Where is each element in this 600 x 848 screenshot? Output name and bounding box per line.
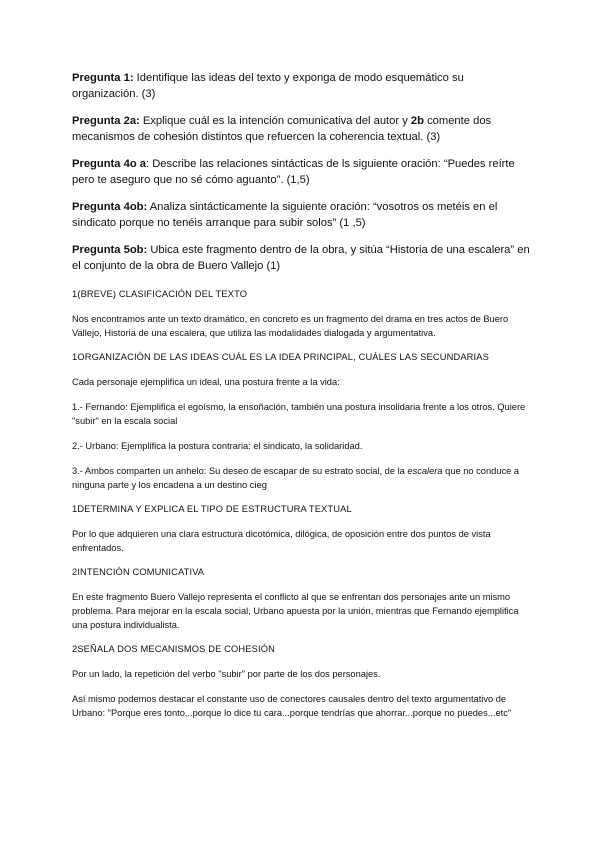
- question-label: Pregunta 4o a: [72, 158, 146, 170]
- paragraph-clasificacion: Nos encontramos ante un texto dramático, en concreto es un fragmento del drama en tres actos de Buero Vallejo, Historia de una escalera, que utiliza las modalidades dialogada y argumentativa.: [72, 314, 509, 338]
- question-text: Explique cuál es la intención comunicativa del autor y: [139, 115, 411, 127]
- paragraph-ambos-end: que no conduce a ninguna parte y los encadena a un destino cieg: [72, 466, 520, 490]
- section-heading-estructura: 1DETERMINA Y EXPLICA EL TIPO DE ESTRUCTURA TEXTUAL: [72, 504, 352, 514]
- paragraph-ambos: [72, 464, 532, 492]
- paragraph-urbano: 2.- Urbano: Ejemplifica la postura contraria: el sindicato, la solidaridad.: [72, 441, 363, 451]
- question-1: [72, 70, 532, 102]
- paragraph-intencion: En este fragmento Buero Vallejo representa el conflicto al que se enfrentan dos personajes ante un mismo problema. Para mejorar en la escala social, Urbano apuesta por la unión, mientras que Fernando ejemplifica una postura individualista.: [72, 592, 519, 630]
- paragraph-estructura: Por lo que adquieren una clara estructura dicotómica, dilógica, de oposición entre dos puntos de vista enfrentados.: [72, 529, 491, 553]
- question-label: Pregunta 2a:: [72, 115, 140, 127]
- question-5: [72, 242, 532, 274]
- question-3: [72, 156, 532, 188]
- question-label: Pregunta 4ob:: [72, 201, 148, 213]
- paragraph-organizacion-intro: Cada personaje ejemplifica un ideal, una postura frente a la vida:: [72, 377, 340, 387]
- question-text: Ubica este fragmento dentro de la obra, y sitúa “Historia de una escalera” en el conjunto de la obra de Buero Vallejo (1): [72, 244, 530, 272]
- question-2: [72, 113, 532, 145]
- question-text: Identifique las ideas del texto y exponga de modo esquemático su organización. (3): [72, 72, 464, 100]
- paragraph-fernando: 1.- Fernando: Ejemplifica el egoísmo, la ensoñación, también una postura insolidaria frente a los otros. Quiere "subir" en la escala social: [72, 402, 526, 426]
- question-text: : Describe las relaciones sintácticas de ls siguiente oración: “Puedes reírte pero te aseguro que no sé cómo aguanto”. (1,5): [72, 158, 515, 186]
- paragraph-cohesion-1: Por un lado, la repetición del verbo "subir" por parte de los dos personajes.: [72, 669, 381, 679]
- paragraph-ambos-italic: escalera: [407, 466, 443, 476]
- question-4: [72, 199, 532, 231]
- paragraph-ambos-start: 3.- Ambos comparten un anhelo: Su deseo de escapar de su estrato social, de la: [72, 466, 408, 476]
- question-text: Analiza sintácticamente la siguiente oración: “vosotros os metéis en el sindicato porque no tenéis arranque para subir solos” (1 ,5): [72, 201, 498, 229]
- section-heading-clasificacion: 1(BREVE) CLASIFICACIÓN DEL TEXTO: [72, 289, 248, 299]
- question-label: Pregunta 1:: [72, 72, 134, 84]
- document-page: [72, 70, 532, 731]
- paragraph-cohesion-2: Así mismo podemos destacar el constante uso de conectores causales dentro del texto argumentativo de Urbano: "Porque eres tonto...porque lo dice tu cara...porque tendrías que ahorrar...porque no puedes...etc": [72, 694, 512, 718]
- question-text-continued: comente dos mecanismos de cohesión distintos que refuercen la coherencia textual. (3): [72, 115, 492, 143]
- section-heading-intencion: 2INTENCIÓN COMUNICATIVA: [72, 567, 205, 577]
- question-sublabel: 2b: [410, 115, 424, 127]
- question-label: Pregunta 5ob:: [72, 244, 148, 256]
- section-heading-organizacion: 1ORGANIZACIÓN DE LAS IDEAS CUÁL ES LA IDEA PRINCIPAL, CUÁLES LAS SECUNDARIAS: [72, 352, 489, 362]
- section-heading-cohesion: 2SEÑALA DOS MECANISMOS DE COHESIÓN: [72, 644, 275, 654]
